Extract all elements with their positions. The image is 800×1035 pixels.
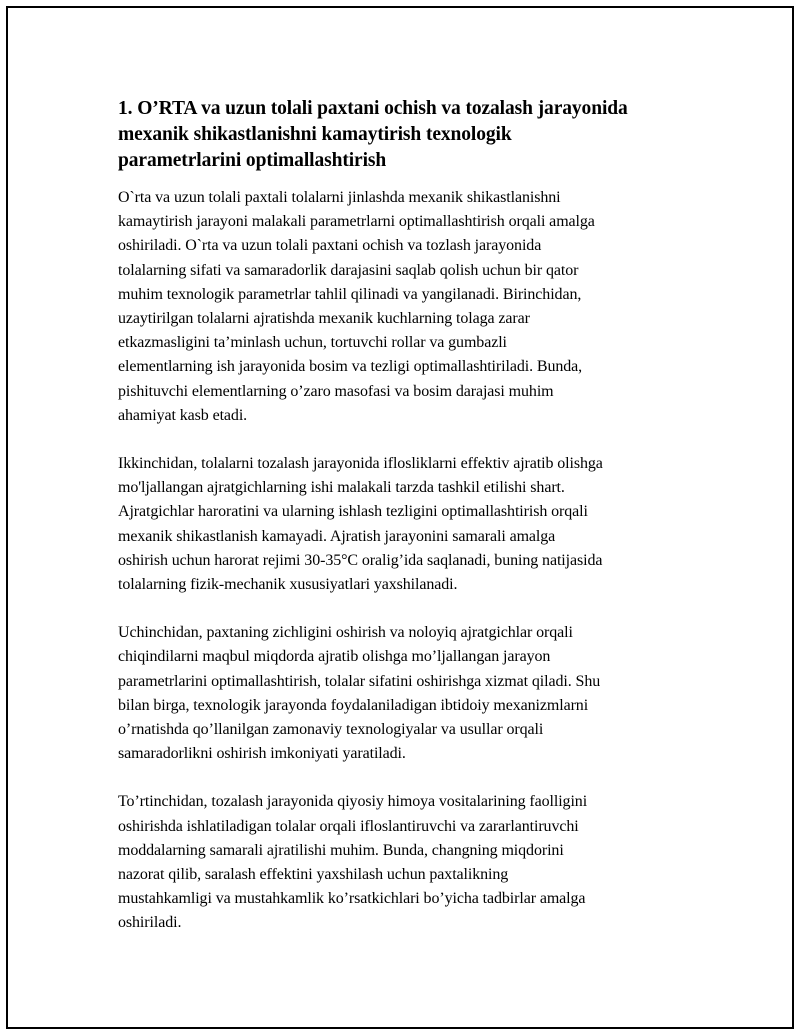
paragraph-3 [118, 621, 690, 766]
heading-line: parametrlarini optimallashtirish [118, 150, 387, 171]
section-heading [118, 96, 690, 174]
text-line: bilan birga, texnologik jarayonda foydalaniladigan ibtidoiy mexanizmlarni [118, 696, 589, 714]
text-line: nazorat qilib, saralash effektini yaxshilash uchun paxtalikning [118, 866, 509, 884]
text-line: mo'ljallangan ajratgichlarning ishi malakali tarzda tashkil etilishi shart. [118, 479, 565, 497]
text-line: To’rtinchidan, tozalash jarayonida qiyosiy himoya vositalarining faolligini [118, 793, 588, 811]
document-body [118, 96, 690, 960]
text-line: tolalarning sifati va samaradorlik darajasini saqlab qolish uchun bir qator [118, 261, 579, 279]
text-line: pishituvchi elementlarning o’zaro masofasi va bosim darajasi muhim [118, 382, 554, 400]
paragraph-4 [118, 790, 690, 935]
text-line: mustahkamligi va mustahkamlik ko’rsatkichlari bo’yicha tadbirlar amalga [118, 890, 586, 908]
paragraph-2 [118, 452, 690, 597]
text-line: oshirish uchun harorat rejimi 30-35°C oralig’ida saqlanadi, buning natijasida [118, 551, 603, 569]
paragraph-1 [118, 186, 690, 428]
text-line: o’rnatishda qo’llanilgan zamonaviy texnologiyalar va usullar orqali [118, 721, 544, 739]
heading-line: mexanik shikastlanishni kamaytirish texnologik [118, 124, 512, 145]
text-line: Ikkinchidan, tolalarni tozalash jarayonida iflosliklarni effektiv ajratib olishga [118, 455, 603, 473]
text-line: etkazmasligini ta’minlash uchun, tortuvchi rollar va gumbazli [118, 334, 507, 352]
text-line: samaradorlikni oshirish imkoniyati yaratiladi. [118, 745, 406, 763]
text-line: O`rta va uzun tolali paxtali tolalarni jinlashda mexanik shikastlanishni [118, 189, 561, 206]
text-line: tolalarning fizik-mechanik xususiyatlari yaxshilanadi. [118, 576, 458, 594]
text-line: kamaytirish jarayoni malakali parametrlarni optimallashtirish orqali amalga [118, 213, 595, 231]
text-line: moddalarning samarali ajratilishi muhim. Bunda, changning miqdorini [118, 841, 564, 859]
text-line: chiqindilarni maqbul miqdorda ajratib olishga mo’ljallangan jarayon [118, 648, 551, 666]
text-line: mexanik shikastlanish kamayadi. Ajratish jarayonini samarali amalga [118, 527, 556, 545]
text-line: oshirishda ishlatiladigan tolalar orqali ifloslantiruvchi va zararlantiruvchi [118, 817, 579, 835]
text-line: elementlarning ish jarayonida bosim va tezligi optimallashtiriladi. Bunda, [118, 358, 583, 376]
text-line: uzaytirilgan tolalarni ajratishda mexanik kuchlarning tolaga zarar [118, 310, 530, 328]
text-line: oshiriladi. O`rta va uzun tolali paxtani ochish va tozlash jarayonida [118, 237, 542, 255]
heading-line: 1. O’RTA va uzun tolali paxtani ochish va tozalash jarayonida [118, 98, 628, 119]
text-line: parametrlarini optimallashtirish, tolalar sifatini oshirishga xizmat qiladi. Shu [118, 672, 601, 690]
text-line: ahamiyat kasb etadi. [118, 406, 248, 424]
text-line: Ajratgichlar haroratini va ularning ishlash tezligini optimallashtirish orqali [118, 503, 588, 521]
text-line: muhim texnologik parametrlar tahlil qilinadi va yangilanadi. Birinchidan, [118, 285, 582, 303]
text-line: Uchinchidan, paxtaning zichligini oshirish va noloyiq ajratgichlar orqali [118, 624, 573, 642]
text-line: oshiriladi. [118, 914, 182, 932]
